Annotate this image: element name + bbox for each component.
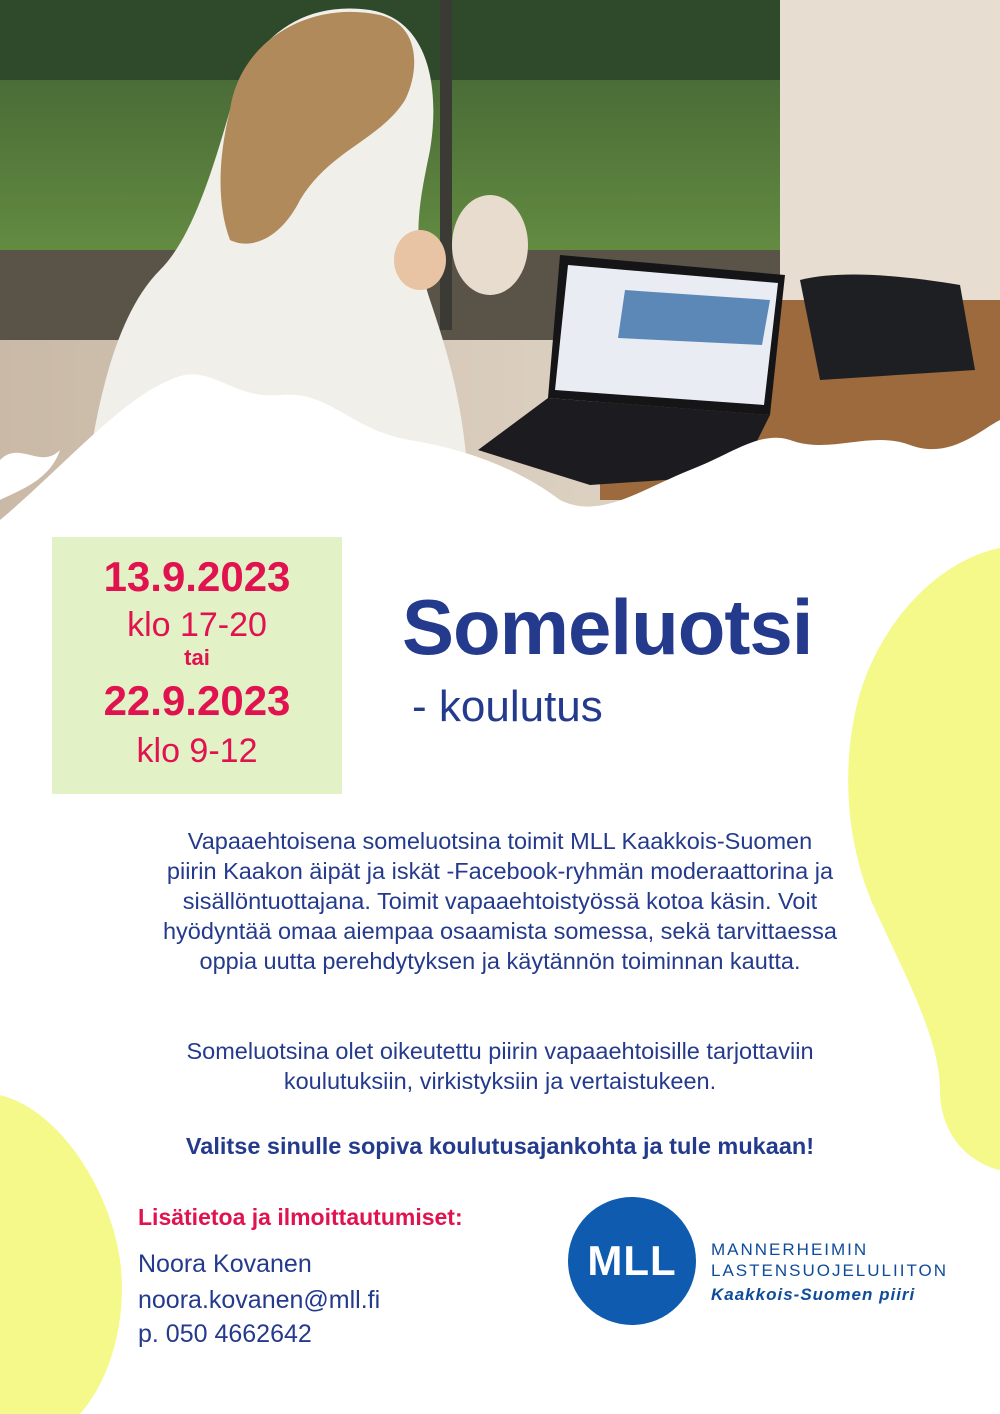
- paragraph-line: sisällöntuottajana. Toimit vapaaehtoistyössä kotoa käsin. Voit: [182, 888, 818, 914]
- call-to-action: Valitse sinulle sopiva koulutusajankohta ja tule mukaan!: [185, 1133, 815, 1159]
- date-1: 13.9.2023: [103, 553, 291, 600]
- header-photo: [0, 0, 1000, 540]
- description-paragraph: [40, 826, 960, 976]
- contact-heading: Lisätietoa ja ilmoittautumiset:: [138, 1204, 463, 1230]
- date-box: [52, 537, 342, 794]
- page-subtitle: - koulutus: [412, 682, 603, 731]
- paragraph-line: oppia uutta perehdytyksen ja käytännön toiminnan kautta.: [199, 948, 801, 974]
- paragraph-line: hyödyntää omaa aiempaa osaamista somessa, sekä tarvittaessa: [162, 918, 838, 944]
- contact-phone: p. 050 4662642: [138, 1320, 312, 1348]
- paragraph-line: koulutuksiin, virkistyksiin ja vertaistukeen.: [283, 1068, 717, 1094]
- mll-logo-icon: MLL: [568, 1197, 696, 1325]
- paragraph-line: Someluotsina olet oikeutettu piirin vapaaehtoisille tarjottaviin: [186, 1038, 814, 1064]
- benefits-paragraph: [40, 1036, 960, 1096]
- paragraph-line: piirin Kaakon äipät ja iskät -Facebook-ryhmän moderaattorina ja: [166, 858, 834, 884]
- logo-line-1: MANNERHEIMIN: [711, 1240, 869, 1259]
- logo-line-2: LASTENSUOJELULIITON: [711, 1261, 949, 1280]
- time-1: klo 17-20: [127, 606, 267, 644]
- contact-name: Noora Kovanen: [138, 1250, 312, 1278]
- contact-email[interactable]: noora.kovanen@mll.fi: [138, 1286, 381, 1314]
- paragraph-line: Vapaaehtoisena someluotsina toimit MLL Kaakkois-Suomen: [187, 828, 813, 854]
- or-word: tai: [184, 645, 210, 670]
- page-title: Someluotsi: [402, 583, 813, 671]
- time-2: klo 9-12: [136, 732, 258, 770]
- logo-line-3: Kaakkois-Suomen piiri: [711, 1285, 916, 1304]
- date-2: 22.9.2023: [103, 677, 291, 724]
